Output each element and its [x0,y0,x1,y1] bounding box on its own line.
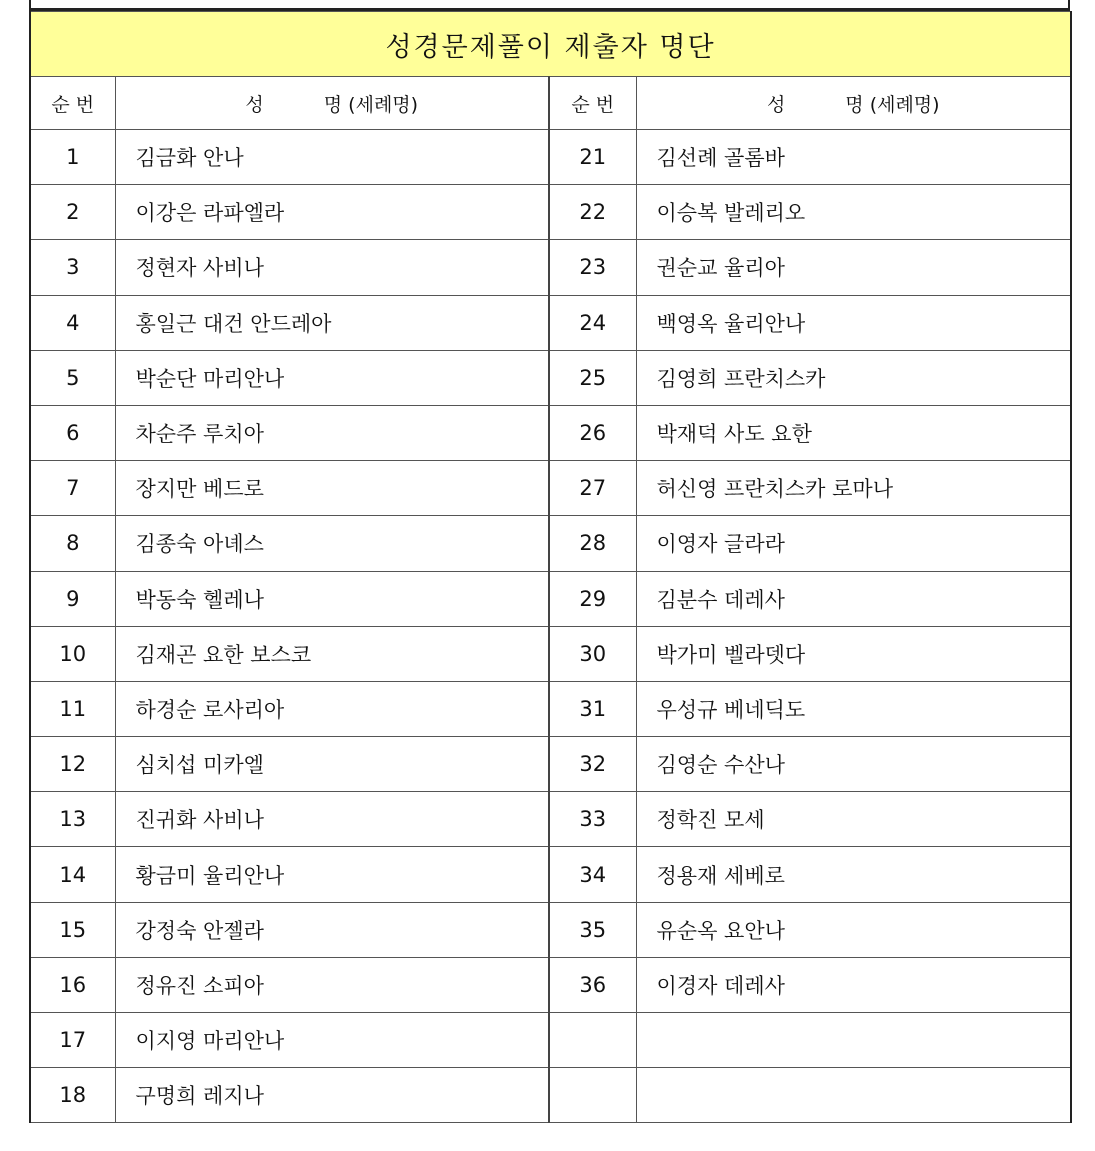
left-number-cell: 15 [30,902,115,957]
left-number-cell: 3 [30,240,115,295]
left-name-cell: 홍일근 대건 안드레아 [115,295,549,350]
left-name-cell: 강정숙 안젤라 [115,902,549,957]
right-name-cell: 박재덕 사도 요한 [636,405,1071,460]
header-name-left [115,77,549,130]
table-row [30,1068,1071,1123]
table-row [30,1013,1071,1068]
left-name-cell: 구명희 레지나 [115,1068,549,1123]
left-number-cell: 7 [30,461,115,516]
table-row [30,516,1071,571]
left-name-cell: 김재곤 요한 보스코 [115,626,549,681]
header-name-part1: 성 [245,93,264,116]
table-row [30,792,1071,847]
table-row [30,957,1071,1012]
table-header-row [30,77,1071,130]
right-name-cell: 이경자 데레사 [636,957,1071,1012]
table-row [30,571,1071,626]
table-row [30,902,1071,957]
roster-sheet [29,0,1070,1123]
left-name-cell: 장지만 베드로 [115,461,549,516]
table-row [30,461,1071,516]
left-name-cell: 황금미 율리안나 [115,847,549,902]
header-num-right: 순 번 [549,77,636,130]
right-number-cell [549,1013,636,1068]
table-row [30,130,1071,185]
right-number-cell: 28 [549,516,636,571]
right-name-cell: 김영희 프란치스카 [636,350,1071,405]
table-row [30,295,1071,350]
right-number-cell: 26 [549,405,636,460]
left-number-cell: 11 [30,681,115,736]
right-name-cell: 우성규 베네딕도 [636,681,1071,736]
left-name-cell: 차순주 루치아 [115,405,549,460]
right-name-cell [636,1068,1071,1123]
table-row [30,350,1071,405]
left-number-cell: 2 [30,185,115,240]
table-row [30,405,1071,460]
right-number-cell [549,1068,636,1123]
left-name-cell: 정유진 소피아 [115,957,549,1012]
right-number-cell: 21 [549,130,636,185]
right-number-cell: 31 [549,681,636,736]
left-number-cell: 13 [30,792,115,847]
top-border-band [29,0,1070,11]
right-number-cell: 36 [549,957,636,1012]
right-number-cell: 34 [549,847,636,902]
right-name-cell: 백영옥 율리안나 [636,295,1071,350]
left-name-cell: 김종숙 아녜스 [115,516,549,571]
right-number-cell: 32 [549,737,636,792]
left-number-cell: 14 [30,847,115,902]
right-number-cell: 33 [549,792,636,847]
table-row [30,240,1071,295]
left-name-cell: 김금화 안나 [115,130,549,185]
table-row [30,737,1071,792]
page-title: 성경문제풀이 제출자 명단 [30,12,1071,77]
right-name-cell: 김영순 수산나 [636,737,1071,792]
left-number-cell: 8 [30,516,115,571]
left-number-cell: 6 [30,405,115,460]
right-name-cell: 김선례 골롬바 [636,130,1071,185]
right-number-cell: 24 [549,295,636,350]
right-number-cell: 23 [549,240,636,295]
header-name-part2: 명 (세례명) [323,93,419,116]
right-name-cell: 이영자 글라라 [636,516,1071,571]
right-name-cell [636,1013,1071,1068]
right-name-cell: 허신영 프란치스카 로마나 [636,461,1071,516]
left-name-cell: 이지영 마리안나 [115,1013,549,1068]
right-number-cell: 29 [549,571,636,626]
right-name-cell: 김분수 데레사 [636,571,1071,626]
right-number-cell: 27 [549,461,636,516]
table-row [30,185,1071,240]
left-name-cell: 하경순 로사리아 [115,681,549,736]
left-number-cell: 12 [30,737,115,792]
left-number-cell: 17 [30,1013,115,1068]
left-name-cell: 진귀화 사비나 [115,792,549,847]
right-number-cell: 30 [549,626,636,681]
left-number-cell: 10 [30,626,115,681]
right-name-cell: 권순교 율리아 [636,240,1071,295]
left-name-cell: 박동숙 헬레나 [115,571,549,626]
header-name-right [636,77,1071,130]
left-number-cell: 18 [30,1068,115,1123]
left-name-cell: 박순단 마리안나 [115,350,549,405]
right-name-cell: 정용재 세베로 [636,847,1071,902]
right-name-cell: 박가미 벨라뎃다 [636,626,1071,681]
roster-table [29,11,1072,1123]
left-number-cell: 1 [30,130,115,185]
right-number-cell: 25 [549,350,636,405]
header-name-part1: 성 [766,93,786,116]
roster-body [30,130,1071,1123]
header-name-part2: 명 (세례명) [845,93,940,116]
header-num-left: 순 번 [30,77,115,130]
left-name-cell: 정현자 사비나 [115,240,549,295]
left-number-cell: 9 [30,571,115,626]
right-name-cell: 이승복 발레리오 [636,185,1071,240]
left-number-cell: 16 [30,957,115,1012]
left-name-cell: 이강은 라파엘라 [115,185,549,240]
left-number-cell: 5 [30,350,115,405]
right-number-cell: 35 [549,902,636,957]
right-name-cell: 유순옥 요안나 [636,902,1071,957]
table-row [30,847,1071,902]
right-name-cell: 정학진 모세 [636,792,1071,847]
right-number-cell: 22 [549,185,636,240]
table-row [30,626,1071,681]
left-name-cell: 심치섭 미카엘 [115,737,549,792]
table-row [30,681,1071,736]
left-number-cell: 4 [30,295,115,350]
